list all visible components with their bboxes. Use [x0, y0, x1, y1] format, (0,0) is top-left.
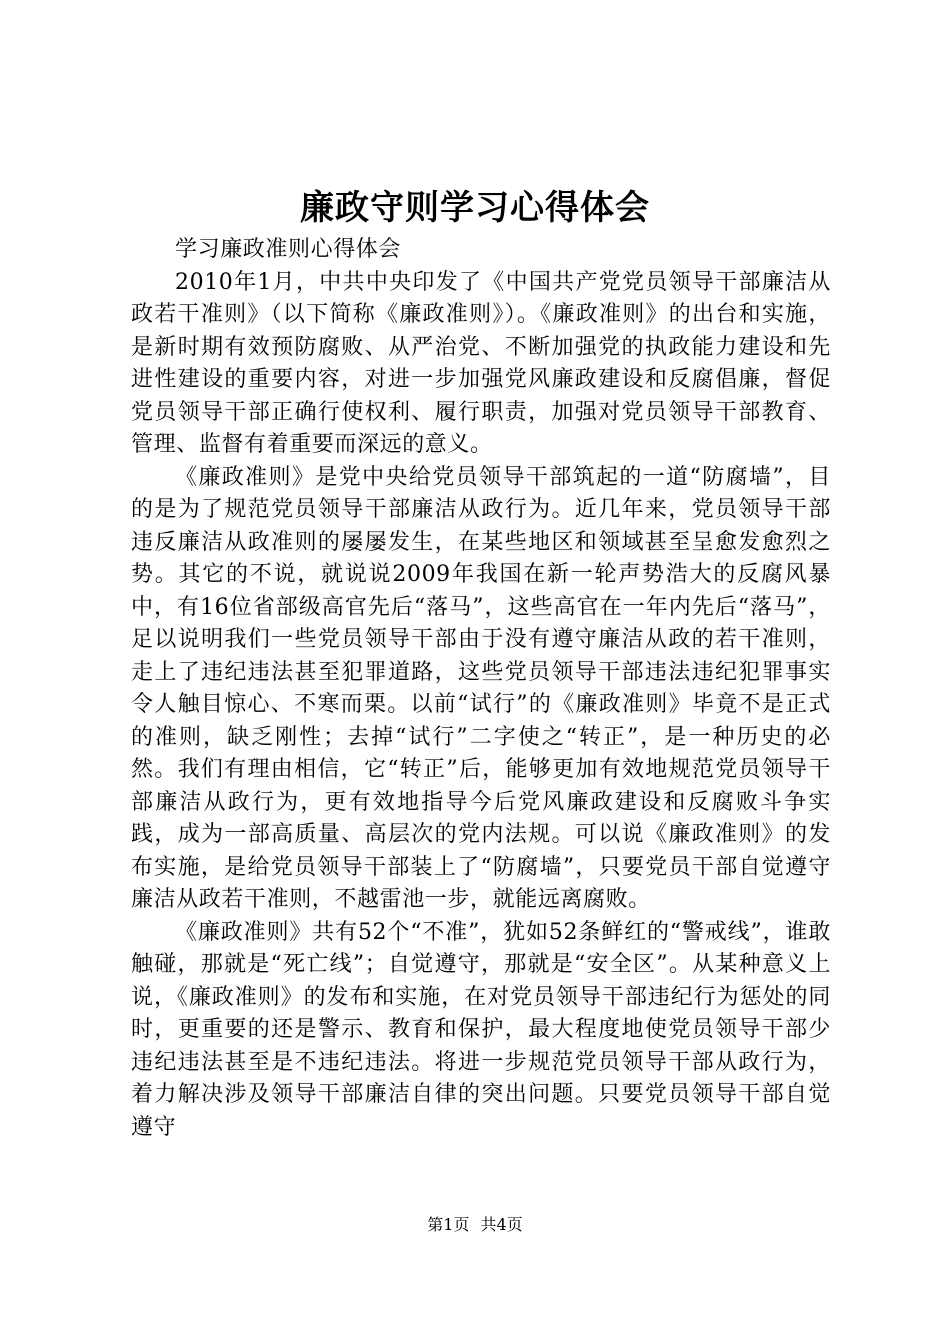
paragraph-subtitle: 学习廉政准则心得体会 — [175, 237, 402, 262]
paragraph-1: 2010年1月，中共中央印发了《中国共产党党员领导干部廉洁从政若干准则》（以下简称《廉政准则》）。《廉政准则》的出台和实施，是新时期有效预防腐败、从严治党、不断加强党的执政能力建设和先进性建设的重要内容，对进一步加强党风廉政建设和反腐倡廉，督促党员领导干部正确行使权利、履行职责，加强对党员领导干部教育、管理、监督有着重要而深远的意义。 — [131, 269, 831, 457]
page-number: 第1页 — [427, 1215, 470, 1234]
page-total: 共4页 — [480, 1215, 523, 1234]
document-title: 廉政守则学习心得体会 — [300, 188, 650, 228]
document-body — [131, 234, 831, 1144]
paragraph-2: 《廉政准则》是党中央给党员领导干部筑起的一道“防腐墙”，目的是为了规范党员领导干部廉洁从政行为。近几年来，党员领导干部违反廉洁从政准则的屡屡发生，在某些地区和领域甚至呈愈发愈烈之势。其它的不说，就说说2009年我国在新一轮声势浩大的反腐风暴中，有16位省部级高官先后“落马”，这些高官在一年内先后“落马”，足以说明我们一些党员领导干部由于没有遵守廉洁从政的若干准则，走上了违纪违法甚至犯罪道路，这些党员领导干部违法违纪犯罪事实令人触目惊心、不寒而栗。以前“试行”的《廉政准则》毕竟不是正式的准则，缺乏刚性；去掉“试行”二字使之“转正”，是一种历史的必然。我们有理由相信，它“转正”后，能够更加有效地规范党员领导干部廉洁从政行为，更有效地指导今后党风廉政建设和反腐败斗争实践，成为一部高质量、高层次的党内法规。可以说《廉政准则》的发布实施，是给党员领导干部装上了“防腐墙”，只要党员干部自觉遵守廉洁从政若干准则，不越雷池一步，就能远离腐败。 — [131, 464, 831, 912]
paragraph-3: 《廉政准则》共有52个“不准”，犹如52条鲜红的“警戒线”，谁敢触碰，那就是“死亡线”；自觉遵守，那就是“安全区”。从某种意义上说，《廉政准则》的发布和实施，在对党员领导干部违纪行为惩处的同时，更重要的还是警示、教育和保护，最大程度地使党员领导干部少违纪违法甚至是不违纪违法。将进一步规范党员领导干部从政行为，着力解决涉及领导干部廉洁自律的突出问题。只要党员领导干部自觉遵守 — [131, 919, 831, 1140]
page-footer — [0, 1213, 950, 1237]
